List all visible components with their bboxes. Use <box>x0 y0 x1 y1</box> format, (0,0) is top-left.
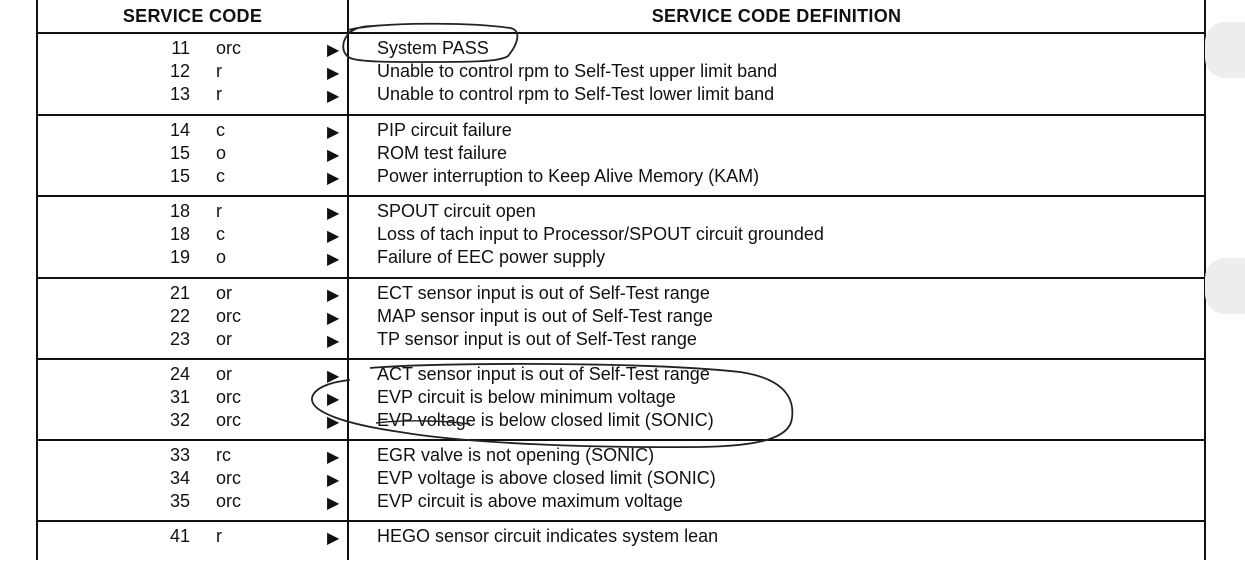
table-row <box>38 329 1204 352</box>
service-code-type: orc <box>216 491 242 511</box>
arrow-icon: ▶ <box>327 42 340 59</box>
service-code-type: orc <box>216 410 242 430</box>
service-code-number: 11 <box>171 38 190 58</box>
service-code-type: rc <box>216 445 231 465</box>
table-row <box>38 387 1204 410</box>
arrow-icon: ▶ <box>327 170 340 187</box>
table-row <box>38 84 1204 107</box>
header-service-code-definition: SERVICE CODE DEFINITION <box>651 6 902 26</box>
table-row <box>38 468 1204 491</box>
table-row <box>38 491 1204 514</box>
arrow-icon: ▶ <box>327 368 340 385</box>
header-service-code: SERVICE CODE <box>122 6 263 26</box>
arrow-icon: ▶ <box>327 124 340 141</box>
arrow-icon: ▶ <box>327 449 340 466</box>
table-row <box>38 306 1204 329</box>
table-row <box>38 410 1204 433</box>
arrow-icon: ▶ <box>327 391 340 408</box>
service-code-number: 41 <box>169 526 190 546</box>
service-code-number: 22 <box>169 306 190 326</box>
service-code-definition: HEGO sensor circuit indicates system lean <box>377 526 719 546</box>
service-code-type: c <box>216 166 225 186</box>
service-code-definition: Power interruption to Keep Alive Memory (KAM) <box>377 166 760 186</box>
service-code-number: 15 <box>169 143 190 163</box>
service-code-type: r <box>216 61 222 81</box>
arrow-icon: ▶ <box>327 205 340 222</box>
service-code-number: 15 <box>169 166 190 186</box>
table-row <box>38 526 1204 549</box>
service-code-definition: Unable to control rpm to Self-Test upper limit band <box>377 61 778 81</box>
table-row <box>38 166 1204 189</box>
service-code-type: o <box>216 143 227 163</box>
table-row <box>38 120 1204 143</box>
service-code-type: or <box>216 364 233 384</box>
table-group <box>38 522 1204 562</box>
service-code-type: r <box>216 526 222 546</box>
table-group <box>38 441 1204 522</box>
service-code-definition: EVP circuit is above maximum voltage <box>377 491 683 511</box>
service-code-type: or <box>216 329 233 349</box>
service-code-type: c <box>216 224 225 244</box>
service-code-number: 13 <box>169 84 190 104</box>
service-code-definition: ECT sensor input is out of Self-Test range <box>377 283 710 303</box>
service-code-definition: MAP sensor input is out of Self-Test range <box>377 306 713 326</box>
service-code-definition: PIP circuit failure <box>377 120 512 140</box>
service-code-definition: System PASS <box>377 38 489 58</box>
service-code-type: orc <box>216 387 242 407</box>
table-row <box>38 364 1204 387</box>
arrow-icon: ▶ <box>327 530 340 547</box>
table-row <box>38 283 1204 306</box>
table-group <box>38 34 1204 116</box>
arrow-icon: ▶ <box>327 472 340 489</box>
service-code-type: orc <box>216 38 242 58</box>
service-code-number: 35 <box>169 491 190 511</box>
service-code-number: 21 <box>169 283 190 303</box>
arrow-icon: ▶ <box>327 228 340 245</box>
service-code-definition: ROM test failure <box>377 143 508 163</box>
table-row <box>38 38 1204 61</box>
service-code-number: 18 <box>169 224 190 244</box>
service-code-number: 18 <box>169 201 190 221</box>
table-row <box>38 247 1204 270</box>
service-code-type: r <box>216 84 222 104</box>
arrow-icon: ▶ <box>327 310 340 327</box>
service-code-type: orc <box>216 468 242 488</box>
service-code-definition: EVP voltage is above closed limit (SONIC) <box>377 468 716 488</box>
table-row <box>38 224 1204 247</box>
service-code-number: 34 <box>169 468 190 488</box>
table-row <box>38 61 1204 84</box>
service-code-type: c <box>216 120 225 140</box>
page-edge-shadow <box>1205 22 1245 78</box>
service-code-type: r <box>216 201 222 221</box>
service-code-definition: Loss of tach input to Processor/SPOUT circuit grounded <box>377 224 824 244</box>
arrow-icon: ▶ <box>327 414 340 431</box>
service-code-number: 32 <box>169 410 190 430</box>
service-code-definition: EGR valve is not opening (SONIC) <box>377 445 655 465</box>
arrow-icon: ▶ <box>327 251 340 268</box>
table-header <box>38 0 1204 34</box>
service-code-number: 19 <box>169 247 190 267</box>
service-code-definition: SPOUT circuit open <box>377 201 536 221</box>
service-code-definition: EVP circuit is below minimum voltage <box>377 387 676 407</box>
arrow-icon: ▶ <box>327 88 340 105</box>
arrow-icon: ▶ <box>327 287 340 304</box>
service-code-number: 23 <box>169 329 190 349</box>
service-code-definition: ACT sensor input is out of Self-Test range <box>377 364 710 384</box>
table-group <box>38 360 1204 441</box>
arrow-icon: ▶ <box>327 495 340 512</box>
table-group <box>38 279 1204 360</box>
service-code-definition: Unable to control rpm to Self-Test lower limit band <box>377 84 775 104</box>
service-code-number: 31 <box>169 387 190 407</box>
service-code-number: 24 <box>169 364 190 384</box>
table-group <box>38 116 1204 197</box>
service-code-table <box>36 0 1206 560</box>
service-code-definition: Failure of EEC power supply <box>377 247 606 267</box>
arrow-icon: ▶ <box>327 65 340 82</box>
service-code-type: orc <box>216 306 242 326</box>
table-row <box>38 143 1204 166</box>
page-edge-shadow <box>1205 258 1245 314</box>
arrow-icon: ▶ <box>327 333 340 350</box>
service-code-number: 33 <box>169 445 190 465</box>
service-code-type: o <box>216 247 227 267</box>
service-code-definition: TP sensor input is out of Self-Test range <box>377 329 697 349</box>
arrow-icon: ▶ <box>327 147 340 164</box>
service-code-type: or <box>216 283 233 303</box>
service-code-number: 12 <box>169 61 190 81</box>
table-group <box>38 197 1204 279</box>
service-code-number: 14 <box>169 120 190 140</box>
service-code-definition: EVP voltage is below closed limit (SONIC) <box>377 410 714 430</box>
table-row <box>38 201 1204 224</box>
table-row <box>38 445 1204 468</box>
